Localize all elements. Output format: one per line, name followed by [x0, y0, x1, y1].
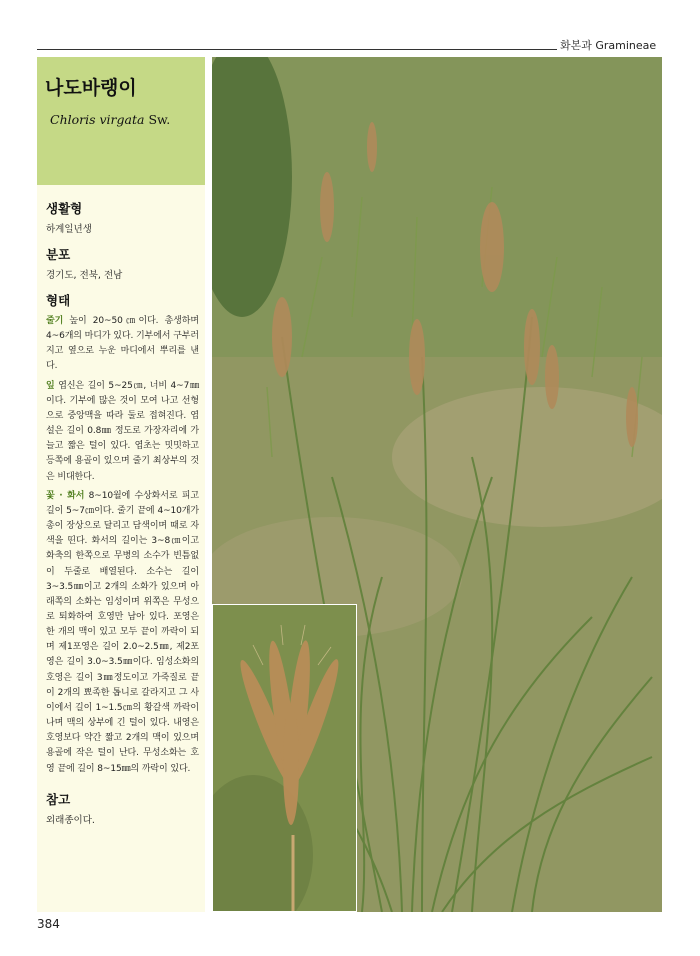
species-korean-name: 나도바랭이: [45, 77, 137, 99]
life-form-text: 하계일년생: [46, 224, 92, 235]
description-column: [37, 185, 205, 912]
page-number: 384: [37, 917, 60, 931]
reference-text: 외래종이다.: [46, 814, 95, 826]
flower-label: 꽃 · 화서: [46, 490, 85, 501]
stem-label: 줄기: [46, 316, 64, 326]
flower-paragraph: [46, 489, 199, 777]
inset-photo: [212, 604, 357, 912]
leaf-text: 엽신은 길이 5~25㎝, 너비 4~7㎜이다. 기부에 많은 것이 모여 나고 선형으로 중앙맥을 따라 둘로 접혀진다. 엽설은 길이 0.8㎜ 정도로 가장자리에 가늘고 짧은 털이 있다. 엽초는 밋밋하고 등쪽에 용골이 있으며 줄기 최상부의 것은 비대한다.: [46, 380, 199, 482]
family-header: 화본과 Gramineae: [560, 39, 657, 52]
scientific-binomial: Chloris virgata: [50, 112, 145, 127]
distribution-text: 경기도, 전북, 전남: [46, 270, 123, 281]
life-form-heading: 생활형: [46, 201, 83, 216]
leaf-paragraph: [46, 379, 199, 485]
stem-text: 높이 20~50㎝이다. 총생하며 4~6개의 마디가 있다. 기부에서 구부러지고 옆으로 누운 마디에서 뿌리를 낸다.: [46, 316, 199, 372]
header-rule: [37, 49, 557, 50]
stem-paragraph: [46, 314, 199, 375]
title-box: [37, 57, 205, 185]
leaf-label: 잎: [46, 380, 55, 391]
inflorescence-illustration: [213, 605, 357, 912]
species-scientific-name: [50, 112, 170, 127]
morphology-heading: 형태: [46, 293, 71, 308]
flower-text: 8~10월에 수상화서로 피고 길이 5~7㎝이다. 줄기 끝에 4~10개가 총이 장상으로 달리고 담색이며 때로 자색을 띤다. 화서의 길이는 3~8㎝이고 화축의 한쪽으로 무병의 소수가 빈틈없이 두줄로 배열된다. 소수는 길이 3~3.5㎜이고 2개의 소화가 있으며 아래쪽의 소화는 임성이며 위쪽은 무성으로 퇴화하여 호영만 남아 있다. 포영은 한 개의 맥이 있고 모두 끝이 까락이 되며 제1포영은 길이 2.0~2.5㎜, 제2포영은 길이 3.0~3.5㎜이다. 임성소화의 호영은 길이 3㎜정도이고 가죽질로 끝이 2개의 뾰족한 톱니로 갈라지고 그 사이에서 길이 1~1.5㎝의 황갈색 까락이 나며 맥의 상부에 긴 털이 있다. 내영은 호영보다 약간 짧고 2개의 맥이 있으며 용골에 작은 털이 난다. 무성소화는 호영 끝에 길이 8~15㎜의 까락이 있다.: [46, 490, 199, 774]
scientific-author: Sw.: [148, 112, 171, 127]
distribution-heading: 분포: [46, 247, 71, 262]
reference-heading: 참고: [46, 791, 71, 807]
